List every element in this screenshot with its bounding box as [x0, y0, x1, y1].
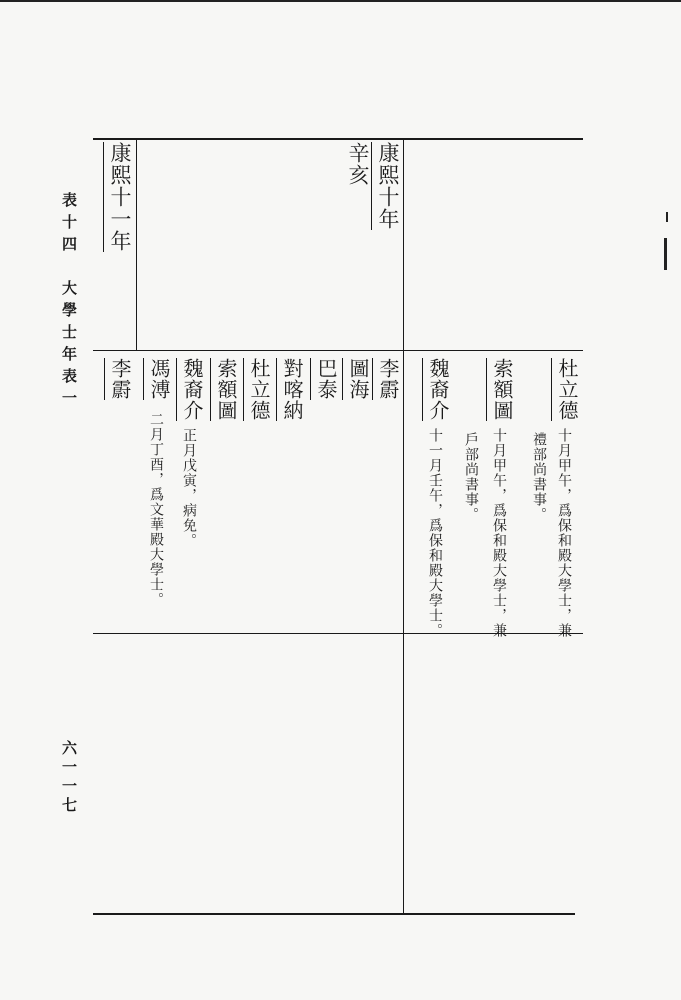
table-top-rule [93, 138, 583, 140]
note-wei-yijie-right: 十一月壬午，爲保和殿大學士。 [427, 428, 443, 638]
note-suo-etu-2: 戶部尚書事。 [463, 432, 479, 522]
table-row-divider-2 [93, 633, 583, 634]
minister-name-du-lide-right: 杜立德 [551, 358, 582, 421]
minister-name-li-wei: 李霨 [104, 358, 135, 400]
page-number: 六一一七 [60, 740, 78, 816]
note-feng-pu: 二月丁酉，爲文華殿大學士。 [148, 412, 164, 607]
note-wei-yijie: 正月戊寅，病免。 [181, 428, 197, 548]
page-top-edge [0, 0, 681, 2]
table-bottom-rule [93, 913, 575, 915]
table-title: 表十四 大學士年表一 [60, 192, 78, 412]
scan-mark-small [666, 212, 668, 222]
column-divider-a [136, 138, 137, 350]
minister-name-wei-yijie-right: 魏裔介 [422, 358, 453, 421]
minister-name-wei-yijie: 魏裔介 [176, 358, 207, 421]
minister-name-tu-hai: 圖海 [342, 358, 373, 400]
minister-name-suo-etu: 索額圖 [210, 358, 241, 421]
year-heading-kangxi-10: 康熙十年 [371, 142, 403, 230]
table-row-divider-1 [93, 350, 583, 351]
note-suo-etu: 十月甲午，爲保和殿大學士，兼 [491, 428, 507, 638]
column-divider-b [403, 138, 404, 913]
minister-name-ba-tai: 巴泰 [310, 358, 341, 400]
note-du-lide-2: 禮部尚書事。 [531, 432, 547, 522]
scan-mark [664, 238, 667, 270]
minister-name-suo-etu-right: 索額圖 [486, 358, 517, 421]
year-heading-kangxi-11: 康熙十一年 [103, 142, 135, 252]
minister-name-li-wei-2: 李霨 [372, 358, 403, 400]
minister-name-feng-pu: 馮溥 [143, 358, 174, 400]
minister-name-du-lide: 杜立德 [243, 358, 274, 421]
note-du-lide: 十月甲午，爲保和殿大學士，兼 [556, 428, 572, 638]
ganzhi-label: 辛亥 [346, 142, 370, 186]
minister-name-dui-ka-na: 對喀納 [276, 358, 307, 421]
